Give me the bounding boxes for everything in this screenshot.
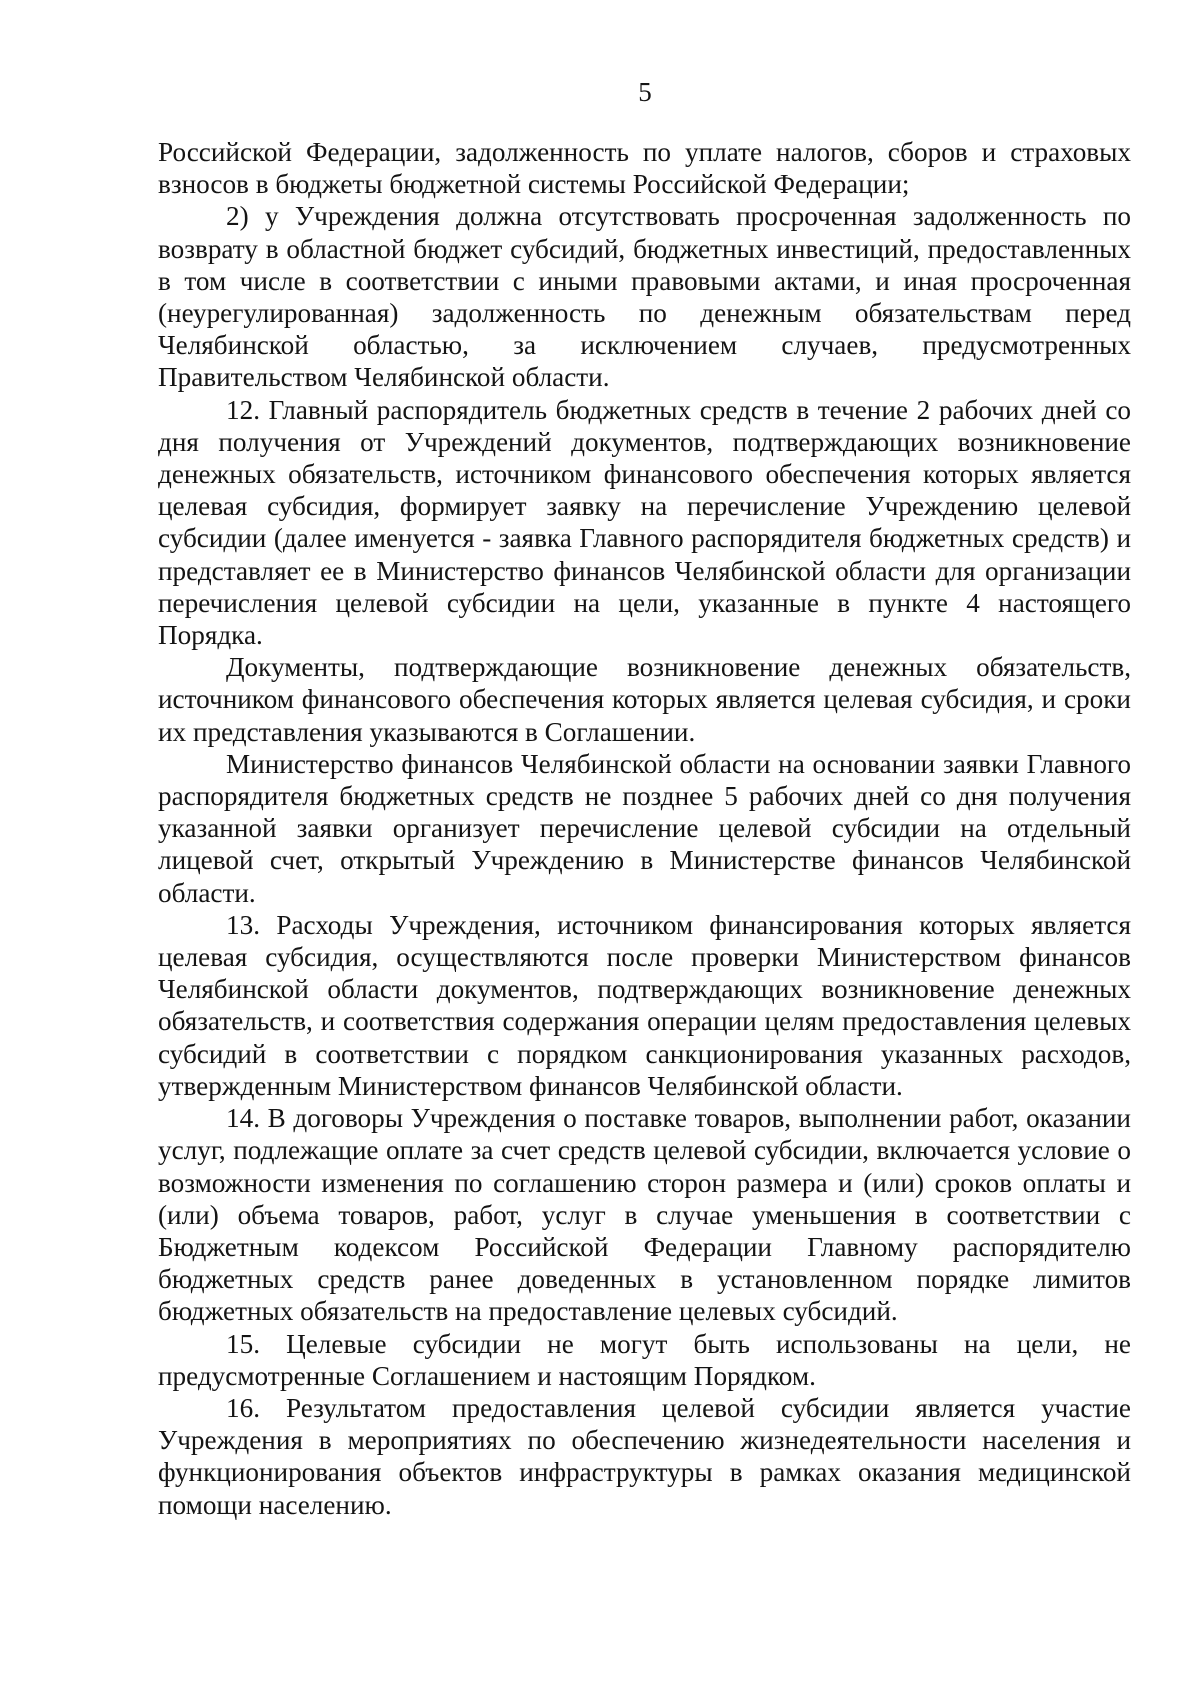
paragraph-ministry-transfer: Министерство финансов Челябинской области на основании заявки Главного распорядителя бюджетных средств не позднее 5 рабочих дней со дня получения указанной заявки организует перечисление целевой субсидии на отдельный лицевой счет, открытый Учреждению в Министерстве финансов Челябинской области. — [158, 748, 1131, 908]
paragraph-clause-16: 16. Результатом предоставления целевой субсидии является участие Учреждения в мероприятиях по обеспечению жизнедеятельности населения и функционирования объектов инфраструктуры в рамках оказания медицинской помощи населению. — [158, 1392, 1131, 1520]
paragraph-clause-14: 14. В договоры Учреждения о поставке товаров, выполнении работ, оказании услуг, подлежащие оплате за счет средств целевой субсидии, включается условие о возможности изменения по соглашению сторон размера и (или) сроков оплаты и (или) объема товаров, работ, услуг в случае уменьшения в соответствии с Бюджетным кодексом Российской Федерации Главному распорядителю бюджетных средств ранее доведенных в установленном порядке лимитов бюджетных обязательств на предоставление целевых субсидий. — [158, 1103, 1131, 1327]
paragraph-clause-15: 15. Целевые субсидии не могут быть использованы на цели, не предусмотренные Соглашением и настоящим Порядком. — [158, 1328, 1131, 1391]
paragraph-continuation: Российской Федерации, задолженность по уплате налогов, сборов и страховых взносов в бюджеты бюджетной системы Российской Федерации; — [158, 137, 1131, 200]
paragraph-clause-12: 12. Главный распорядитель бюджетных средств в течение 2 рабочих дней со дня получения от Учреждений документов, подтверждающих возникновение денежных обязательств, источником финансового обеспечения которых является целевая субсидия, формирует заявку на перечисление Учреждению целевой субсидии (далее именуется - заявка Главного распорядителя бюджетных средств) и представляет ее в Министерство финансов Челябинской области для организации перечисления целевой субсидии на цели, указанные в пункте 4 настоящего Порядка. — [158, 394, 1131, 651]
paragraph-documents: Документы, подтверждающие возникновение денежных обязательств, источником финансового обеспечения которых является целевая субсидия, и сроки их представления указываются в Соглашении. — [158, 652, 1131, 747]
paragraph-item-2: 2) у Учреждения должна отсутствовать просроченная задолженность по возврату в областной бюджет субсидий, бюджетных инвестиций, предоставленных в том числе в соответствии с иными правовыми актами, и иная просроченная (неурегулированная) задолженность по денежным обязательствам перед Челябинской областью, за исключением случаев, предусмотренных Правительством Челябинской области. — [158, 201, 1131, 393]
document-body — [158, 136, 1131, 1521]
page-number: 5 — [638, 77, 652, 107]
paragraph-clause-13: 13. Расходы Учреждения, источником финансирования которых является целевая субсидия, осуществляются после проверки Министерством финансов Челябинской области документов, подтверждающих возникновение денежных обязательств, и соответствия содержания операции целям предоставления целевых субсидий в соответствии с порядком санкционирования указанных расходов, утвержденным Министерством финансов Челябинской области. — [158, 909, 1131, 1101]
